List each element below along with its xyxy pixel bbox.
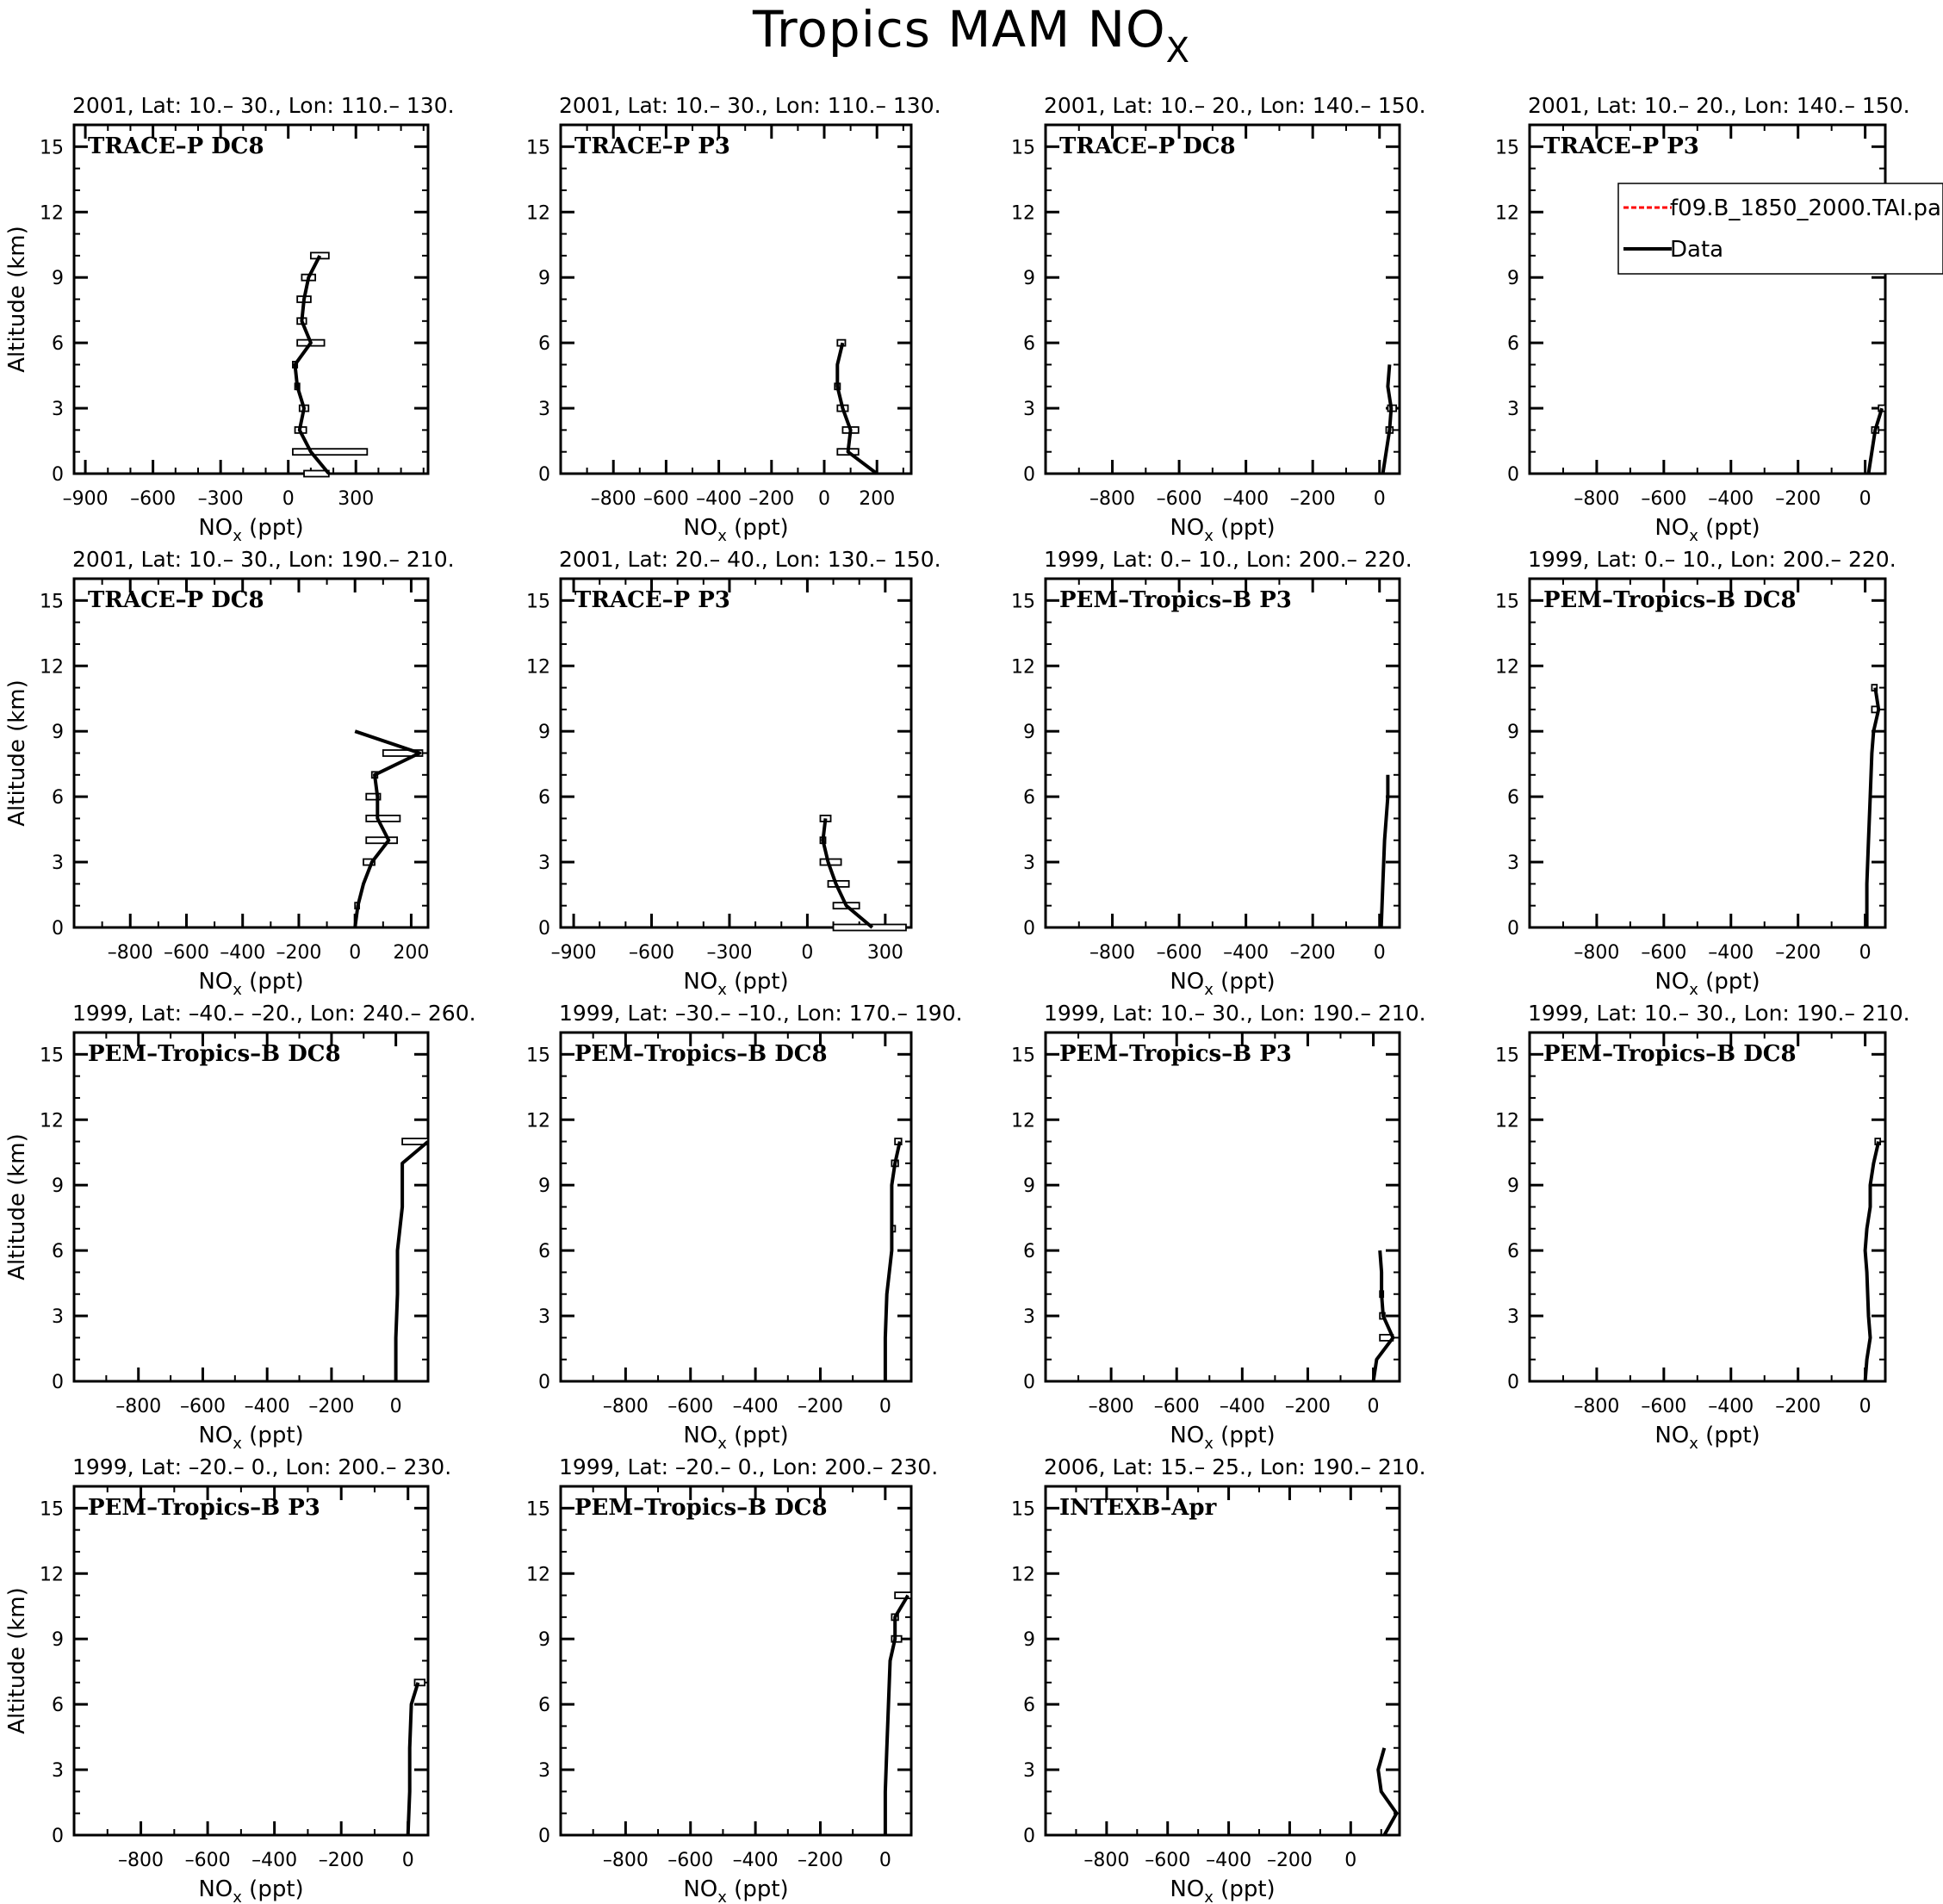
x-tick-label: –600 [629,942,675,964]
panel-title: 2001, Lat: 10.– 30., Lon: 110.– 130. [559,93,941,118]
data-profile-line [1869,408,1883,474]
campaign-label: PEM–Tropics–B DC8 [574,1041,828,1067]
x-tick-label: –800 [118,1850,165,1871]
y-tick-label: 6 [1507,787,1519,809]
x-tick-label: –600 [1156,942,1202,964]
x-tick-label: 0 [1859,1396,1872,1417]
y-tick-label: 3 [1023,853,1035,875]
plot-frame [561,125,911,474]
figure-title-text: Tropics MAM NO [752,0,1166,59]
x-tick-label: –600 [1641,1396,1687,1417]
y-tick-label: 9 [538,1175,550,1198]
y-tick-label: 12 [1011,656,1035,679]
panel [526,1454,938,1904]
y-tick-label: 9 [1023,268,1035,290]
y-tick-label: 15 [1011,591,1035,613]
campaign-label: TRACE–P P3 [1543,133,1699,159]
error-bar [293,449,367,455]
data-profile-line [396,1142,428,1381]
x-tick-label: –400 [732,1396,779,1417]
x-tick-label: –400 [732,1850,779,1871]
campaign-label: TRACE–P P3 [574,587,730,613]
panel-title: 1999, Lat: –40.– –20., Lon: 240.– 260. [72,1001,476,1026]
x-tick-label: –600 [179,1396,226,1417]
y-tick-label: 12 [1011,1110,1035,1132]
y-tick-label: 15 [526,1045,550,1067]
y-tick-label: 0 [52,1826,64,1847]
plot-frame [74,1486,428,1835]
y-tick-label: 6 [52,1695,64,1717]
x-tick-label: –800 [1088,1396,1134,1417]
y-tick-label: 12 [40,1110,64,1132]
plot-frame [1530,579,1885,927]
plot-frame [561,1033,911,1381]
data-profile-line [1867,688,1879,927]
panel-title: 1999, Lat: –30.– –10., Lon: 170.– 190. [559,1001,963,1026]
panel-title: 2006, Lat: 15.– 25., Lon: 190.– 210. [1044,1454,1426,1479]
plot-frame [1046,1033,1400,1381]
x-tick-label: –600 [667,1850,714,1871]
y-tick-label: 0 [1023,1372,1035,1393]
y-tick-label: 6 [1023,333,1035,356]
x-tick-label: –200 [1289,942,1336,964]
x-tick-label: –800 [1574,942,1620,964]
x-axis-label: $NO_x$ (ppt) [683,515,789,545]
panel-title: 1999, Lat: 10.– 30., Lon: 190.– 210. [1044,1001,1426,1026]
x-tick-label: –600 [1641,488,1687,510]
legend-data-label: Data [1670,237,1724,263]
y-tick-label: 3 [1023,399,1035,421]
y-tick-label: 15 [40,591,64,613]
x-tick-label: –400 [1219,1396,1265,1417]
campaign-label: PEM–Tropics–B P3 [1059,1041,1292,1067]
x-tick-label: –200 [797,1850,843,1871]
y-tick-label: 6 [538,787,550,809]
x-tick-label: –800 [602,1850,649,1871]
y-tick-label: 9 [1507,1175,1519,1198]
y-tick-label: 0 [52,1372,64,1393]
y-tick-label: 6 [1507,333,1519,356]
y-tick-label: 15 [1011,1498,1035,1521]
x-tick-label: –600 [184,1850,231,1871]
panel [4,1454,451,1904]
panel [1011,547,1412,999]
x-tick-label: –800 [590,488,636,510]
x-tick-label: –800 [1574,488,1620,510]
data-profile-line [1865,1142,1879,1381]
x-tick-label: 200 [393,942,430,964]
y-tick-label: 3 [538,1306,550,1329]
y-tick-label: 3 [538,399,550,421]
x-tick-label: 0 [1344,1850,1357,1871]
panel-title: 1999, Lat: 10.– 30., Lon: 190.– 210. [1528,1001,1910,1026]
x-tick-label: –200 [318,1850,364,1871]
x-tick-label: –600 [1145,1850,1191,1871]
panel [1011,93,1426,545]
panel-title: 1999, Lat: –20.– 0., Lon: 200.– 230. [559,1454,939,1479]
x-tick-label: 0 [1373,488,1386,510]
panel-title: 1999, Lat: 0.– 10., Lon: 200.– 220. [1044,547,1412,572]
y-tick-label: 3 [52,1760,64,1783]
x-tick-label: –900 [62,488,109,510]
x-tick-label: –200 [308,1396,355,1417]
x-tick-label: –400 [1223,942,1269,964]
y-tick-label: 15 [526,137,550,159]
plot-frame [1530,125,1885,474]
panel [526,93,941,545]
y-tick-label: 3 [1023,1760,1035,1783]
x-tick-label: –400 [696,488,742,510]
campaign-label: TRACE–P DC8 [88,133,264,159]
x-tick-label: 300 [338,488,375,510]
x-tick-label: 0 [282,488,295,510]
x-tick-label: –600 [1153,1396,1200,1417]
x-tick-label: –800 [1089,942,1136,964]
error-bar [895,1592,911,1598]
x-axis-label: $NO_x$ (ppt) [198,515,304,545]
panel-title: 1999, Lat: 0.– 10., Lon: 200.– 220. [1528,547,1896,572]
x-axis-label: $NO_x$ (ppt) [1170,969,1276,999]
y-tick-label: 3 [1507,1306,1519,1329]
y-tick-label: 15 [526,591,550,613]
y-axis-label: Altitude (km) [4,1133,30,1281]
y-tick-label: 12 [40,1564,64,1586]
x-tick-label: –400 [251,1850,298,1871]
panel-title: 2001, Lat: 10.– 30., Lon: 110.– 130. [72,93,455,118]
x-axis-label: $NO_x$ (ppt) [683,969,789,999]
y-tick-label: 15 [526,1498,550,1521]
y-tick-label: 9 [1507,268,1519,290]
y-tick-label: 6 [52,787,64,809]
campaign-label: TRACE–P DC8 [1059,133,1236,159]
legend-model-label: f09.B_1850_2000.TAI.pa [1670,195,1941,221]
data-profile-line [1383,364,1392,474]
y-tick-label: 3 [538,853,550,875]
campaign-label: INTEXB–Apr [1059,1495,1217,1521]
plot-frame [561,579,911,927]
panel [4,1001,476,1453]
y-tick-label: 0 [538,464,550,486]
y-tick-label: 3 [52,399,64,421]
x-tick-label: –300 [706,942,753,964]
x-axis-label: $NO_x$ (ppt) [1170,1423,1276,1453]
x-tick-label: –400 [1206,1850,1252,1871]
y-tick-label: 0 [538,1372,550,1393]
x-tick-label: –600 [667,1396,714,1417]
y-tick-label: 12 [526,202,550,225]
y-tick-label: 0 [538,1826,550,1847]
panel [1495,1001,1910,1453]
panel [526,1001,963,1453]
y-tick-label: 6 [538,1241,550,1263]
x-tick-label: 0 [389,1396,402,1417]
x-tick-label: –600 [130,488,177,510]
x-tick-label: –800 [1083,1850,1130,1871]
x-tick-label: –400 [1708,942,1754,964]
y-axis-label: Altitude (km) [4,679,30,827]
y-tick-label: 15 [1011,1045,1035,1067]
y-tick-label: 0 [1507,918,1519,940]
panel-title: 2001, Lat: 10.– 20., Lon: 140.– 150. [1044,93,1426,118]
error-bar [366,837,397,843]
y-tick-label: 15 [40,137,64,159]
x-tick-label: 0 [1859,488,1872,510]
panel [1495,547,1896,999]
x-tick-label: –800 [1574,1396,1620,1417]
y-tick-label: 0 [1023,464,1035,486]
x-tick-label: 0 [1367,1396,1380,1417]
y-tick-label: 3 [1507,853,1519,875]
y-tick-label: 0 [1023,918,1035,940]
plot-frame [1530,1033,1885,1381]
x-tick-label: –900 [550,942,597,964]
campaign-label: PEM–Tropics–B DC8 [1543,1041,1797,1067]
x-axis-label: $NO_x$ (ppt) [1170,515,1276,545]
x-tick-label: –800 [602,1396,649,1417]
error-bar [820,859,841,865]
panel [1011,1454,1426,1904]
y-tick-label: 12 [526,1564,550,1586]
x-tick-label: –400 [244,1396,290,1417]
figure-title-subscript: X [1165,31,1191,71]
panel-title: 2001, Lat: 20.– 40., Lon: 130.– 150. [559,547,941,572]
x-tick-label: –600 [163,942,209,964]
campaign-label: PEM–Tropics–B DC8 [88,1041,341,1067]
x-axis-label: $NO_x$ (ppt) [198,1876,304,1904]
campaign-label: PEM–Tropics–B DC8 [574,1495,828,1521]
y-tick-label: 6 [538,333,550,356]
data-profile-line [885,1596,908,1835]
y-tick-label: 12 [1011,1564,1035,1586]
y-tick-label: 12 [1495,1110,1519,1132]
y-tick-label: 9 [52,1175,64,1198]
x-tick-label: 0 [1859,942,1872,964]
y-tick-label: 3 [1507,399,1519,421]
x-tick-label: –200 [797,1396,843,1417]
plot-frame [1046,1486,1400,1835]
panel-title: 1999, Lat: –20.– 0., Lon: 200.– 230. [72,1454,452,1479]
panel [1495,93,1943,545]
x-tick-label: 0 [878,1396,891,1417]
y-tick-label: 15 [1495,1045,1519,1067]
y-tick-label: 6 [1023,1241,1035,1263]
campaign-label: PEM–Tropics–B P3 [1059,587,1292,613]
y-tick-label: 3 [52,853,64,875]
panel-title: 2001, Lat: 10.– 20., Lon: 140.– 150. [1528,93,1910,118]
x-tick-label: –200 [1775,942,1822,964]
y-tick-label: 6 [1507,1241,1519,1263]
y-tick-label: 3 [52,1306,64,1329]
y-tick-label: 3 [538,1760,550,1783]
campaign-label: PEM–Tropics–B DC8 [1543,587,1797,613]
y-tick-label: 9 [52,268,64,290]
x-tick-label: –600 [1641,942,1687,964]
x-tick-label: –200 [1284,1396,1331,1417]
x-tick-label: –400 [1223,488,1269,510]
x-axis-label: $NO_x$ (ppt) [683,1876,789,1904]
y-tick-label: 0 [52,918,64,940]
y-tick-label: 9 [1507,722,1519,744]
y-tick-label: 6 [1023,1695,1035,1717]
y-tick-label: 3 [1023,1306,1035,1329]
data-profile-line [295,256,329,474]
data-profile-line [355,731,419,927]
x-axis-label: $NO_x$ (ppt) [1170,1876,1276,1904]
y-tick-label: 0 [52,464,64,486]
x-axis-label: $NO_x$ (ppt) [683,1423,789,1453]
x-tick-label: –800 [1089,488,1136,510]
x-tick-label: –800 [115,1396,162,1417]
y-tick-label: 15 [40,1498,64,1521]
plot-frame [74,1033,428,1381]
x-axis-label: $NO_x$ (ppt) [1654,515,1760,545]
x-tick-label: –400 [1708,1396,1754,1417]
x-axis-label: $NO_x$ (ppt) [198,969,304,999]
x-tick-label: 300 [866,942,903,964]
campaign-label: TRACE–P P3 [574,133,730,159]
y-tick-label: 12 [1495,202,1519,225]
y-tick-label: 15 [1011,137,1035,159]
plot-frame [1046,579,1400,927]
y-tick-label: 0 [1507,1372,1519,1393]
y-tick-label: 9 [538,268,550,290]
x-tick-label: –200 [1775,1396,1822,1417]
y-tick-label: 6 [1023,787,1035,809]
y-axis-label: Altitude (km) [4,1587,30,1734]
y-tick-label: 9 [1023,1175,1035,1198]
x-tick-label: –200 [748,488,795,510]
panel [4,547,455,999]
y-tick-label: 12 [1011,202,1035,225]
y-tick-label: 6 [52,333,64,356]
y-tick-label: 0 [538,918,550,940]
x-axis-label: $NO_x$ (ppt) [1654,1423,1760,1453]
y-tick-label: 9 [1023,722,1035,744]
y-axis-label: Altitude (km) [4,226,30,373]
y-tick-label: 15 [1495,137,1519,159]
data-profile-line [1381,775,1388,927]
y-tick-label: 6 [538,1695,550,1717]
panel [526,547,941,999]
y-tick-label: 15 [1495,591,1519,613]
y-tick-label: 12 [526,1110,550,1132]
x-tick-label: –200 [1266,1850,1313,1871]
plot-frame [1046,125,1400,474]
y-tick-label: 9 [52,1629,64,1652]
y-tick-label: 12 [40,202,64,225]
y-tick-label: 0 [1507,464,1519,486]
x-tick-label: 0 [818,488,831,510]
plot-frame [561,1486,911,1835]
x-tick-label: 0 [878,1850,891,1871]
plot-frame [74,579,428,927]
x-tick-label: 0 [801,942,814,964]
x-tick-label: –600 [642,488,689,510]
x-tick-label: 0 [1373,942,1386,964]
x-tick-label: –200 [276,942,322,964]
y-tick-label: 0 [1023,1826,1035,1847]
x-tick-label: –200 [1289,488,1336,510]
y-tick-label: 6 [52,1241,64,1263]
x-tick-label: –600 [1156,488,1202,510]
y-tick-label: 12 [1495,656,1519,679]
y-tick-label: 9 [1023,1629,1035,1652]
y-tick-label: 12 [526,656,550,679]
panel [1011,1001,1426,1453]
x-tick-label: 0 [349,942,362,964]
x-tick-label: 200 [859,488,896,510]
x-tick-label: –200 [1775,488,1822,510]
y-tick-label: 9 [538,722,550,744]
plot-frame [74,125,428,474]
panel [4,93,455,545]
x-tick-label: –800 [107,942,153,964]
data-profile-line [823,818,872,927]
campaign-label: TRACE–P DC8 [88,587,264,613]
panel-title: 2001, Lat: 10.– 30., Lon: 190.– 210. [72,547,455,572]
x-axis-label: $NO_x$ (ppt) [1654,969,1760,999]
x-tick-label: –400 [1708,488,1754,510]
x-axis-label: $NO_x$ (ppt) [198,1423,304,1453]
data-profile-line [885,1142,900,1381]
y-tick-label: 15 [40,1045,64,1067]
x-tick-label: –400 [220,942,266,964]
y-tick-label: 9 [52,722,64,744]
x-tick-label: 0 [401,1850,414,1871]
campaign-label: PEM–Tropics–B P3 [88,1495,320,1521]
y-tick-label: 12 [40,656,64,679]
error-bar [366,816,400,822]
y-tick-label: 9 [538,1629,550,1652]
x-tick-label: –300 [197,488,244,510]
